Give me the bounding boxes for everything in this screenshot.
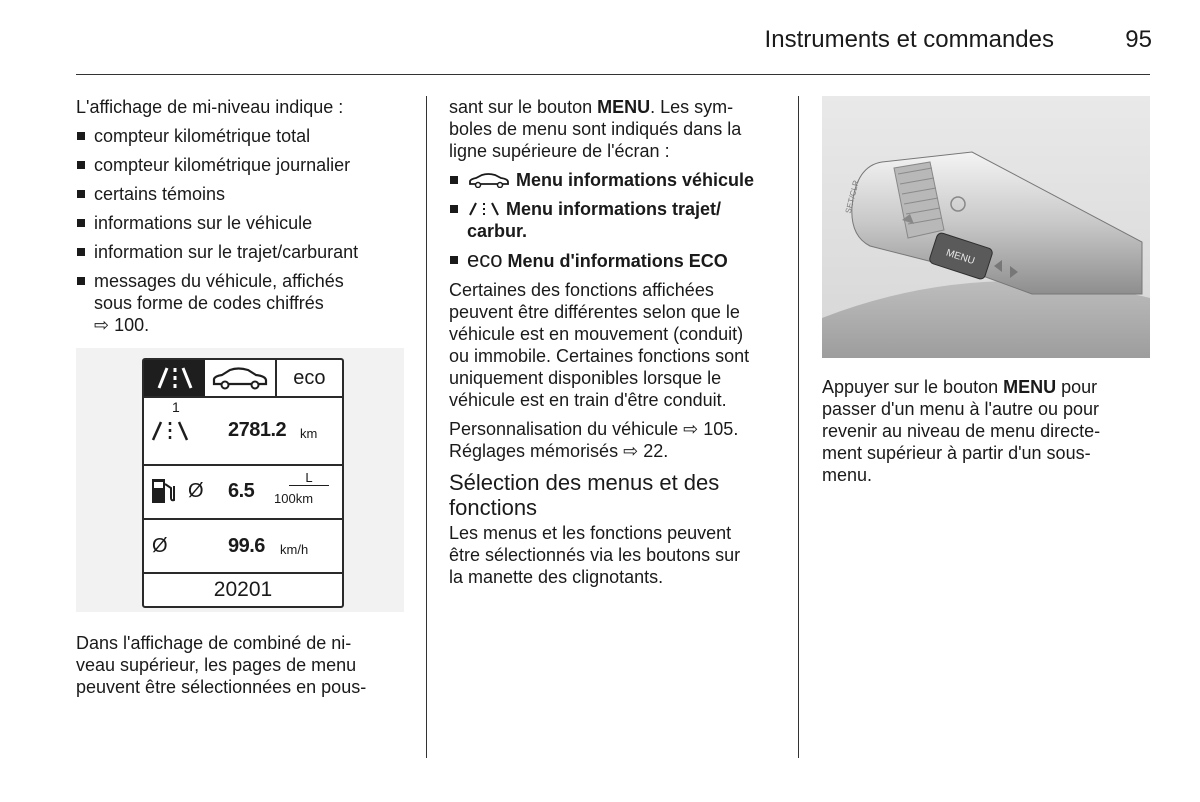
column-2 <box>449 96 785 595</box>
menu-list <box>449 169 785 272</box>
list-item-line: sous forme de codes chiffrés <box>94 293 324 313</box>
odometer-value: 2781.2 <box>228 419 287 441</box>
odometer-row <box>144 398 342 466</box>
odometer-unit: km <box>300 426 318 441</box>
reference-arrow-icon: ⇨ <box>623 441 639 461</box>
column-1-lower: Dans l'affichage de combiné de ni- veau supérieur, les pages de menu peuvent être sélectionnées en pous- <box>76 633 367 697</box>
column-divider-left <box>426 96 427 758</box>
list-item: compteur kilométrique total <box>76 125 412 147</box>
average-icon: Ø <box>188 480 204 502</box>
list-item: information sur le trajet/carburant <box>76 241 412 263</box>
trip-number: 1 <box>172 399 180 415</box>
menu-button-label: MENU <box>597 97 651 117</box>
tab-eco: eco <box>275 360 342 396</box>
list-item <box>449 249 785 272</box>
instrument-display <box>142 358 344 608</box>
menu-button-text: MENU <box>944 247 976 268</box>
page-reference[interactable]: ⇨ 105. <box>683 419 739 439</box>
paragraph-references: Personnalisation du véhicule ⇨ 105. Réglages mémorisés ⇨ 22. <box>449 419 739 461</box>
tab-trip-icon <box>144 360 205 396</box>
header-rule <box>76 74 1150 75</box>
list-item <box>449 198 785 242</box>
list-item: certains témoins <box>76 183 412 205</box>
menu-item-label: Menu informations véhicule <box>516 170 755 190</box>
column-divider-right <box>798 96 799 758</box>
page-reference[interactable]: ⇨ 22. <box>623 441 669 461</box>
page-number: 95 <box>1125 26 1152 53</box>
menu-item-label: carbur. <box>467 221 528 241</box>
speed-row <box>144 520 342 574</box>
page-reference[interactable]: ⇨ 100. <box>94 315 150 335</box>
trip-icon <box>150 420 190 442</box>
eco-icon: eco <box>467 247 503 272</box>
fuel-pump-icon <box>150 478 178 504</box>
trip-icon <box>467 201 501 217</box>
display-illustration <box>76 348 404 612</box>
car-icon <box>467 172 511 188</box>
speed-value: 99.6 <box>228 535 265 557</box>
fuel-unit-bottom: 100km <box>274 491 314 506</box>
list-item <box>449 169 785 191</box>
section-heading: Sélection des menus et des fonctions <box>449 470 720 520</box>
average-icon: Ø <box>152 535 168 557</box>
fuel-unit-top: L <box>289 470 329 486</box>
page-header-title: Instruments et commandes <box>764 26 1054 53</box>
turn-signal-lever-photo <box>822 96 1150 358</box>
paragraph-functions: Certaines des fonctions affichées peuvent être différentes selon que le véhicule est en mouvement (conduit) ou immobile. Certaines fonctions sont uniquement disponibles lorsque le véhicule est en train d'être conduit. <box>449 280 750 410</box>
reference-arrow-icon: ⇨ <box>683 419 699 439</box>
menu-item-label: Menu d'informations ECO <box>507 251 728 271</box>
list-item-line: messages du véhicule, affichés <box>94 271 344 291</box>
menu-item-label: Menu informations trajet/ <box>506 199 722 219</box>
bottom-row: 20201 <box>213 578 273 601</box>
speed-unit: km/h <box>280 542 309 557</box>
continuation-paragraph: sant sur le bouton MENU. Les sym- boles de menu sont indiqués dans la ligne supérieure de l'écran : <box>449 97 742 161</box>
menu-button-label: MENU <box>1003 377 1057 397</box>
paragraph-selection: Les menus et les fonctions peuvent être sélectionnés via les boutons sur la manette des clignotants. <box>449 523 741 587</box>
display-tabs <box>144 360 342 398</box>
fuel-row <box>144 466 342 520</box>
intro-text: L'affichage de mi-niveau indique : <box>76 97 344 117</box>
fuel-value: 6.5 <box>228 480 255 502</box>
column-3: Appuyer sur le bouton MENU pour passer d'un menu à l'autre ou pour revenir au niveau de menu directe- ment supérieur à partir d'un sous- menu. <box>822 377 1101 485</box>
display-items-list <box>76 125 412 336</box>
tab-car-icon <box>205 360 274 396</box>
list-item: compteur kilométrique journalier <box>76 154 412 176</box>
reference-arrow-icon: ⇨ <box>94 315 110 335</box>
list-item <box>76 270 412 336</box>
list-item: informations sur le véhicule <box>76 212 412 234</box>
svg-text:SET/CLR: SET/CLR <box>843 179 861 215</box>
column-1 <box>76 96 412 343</box>
